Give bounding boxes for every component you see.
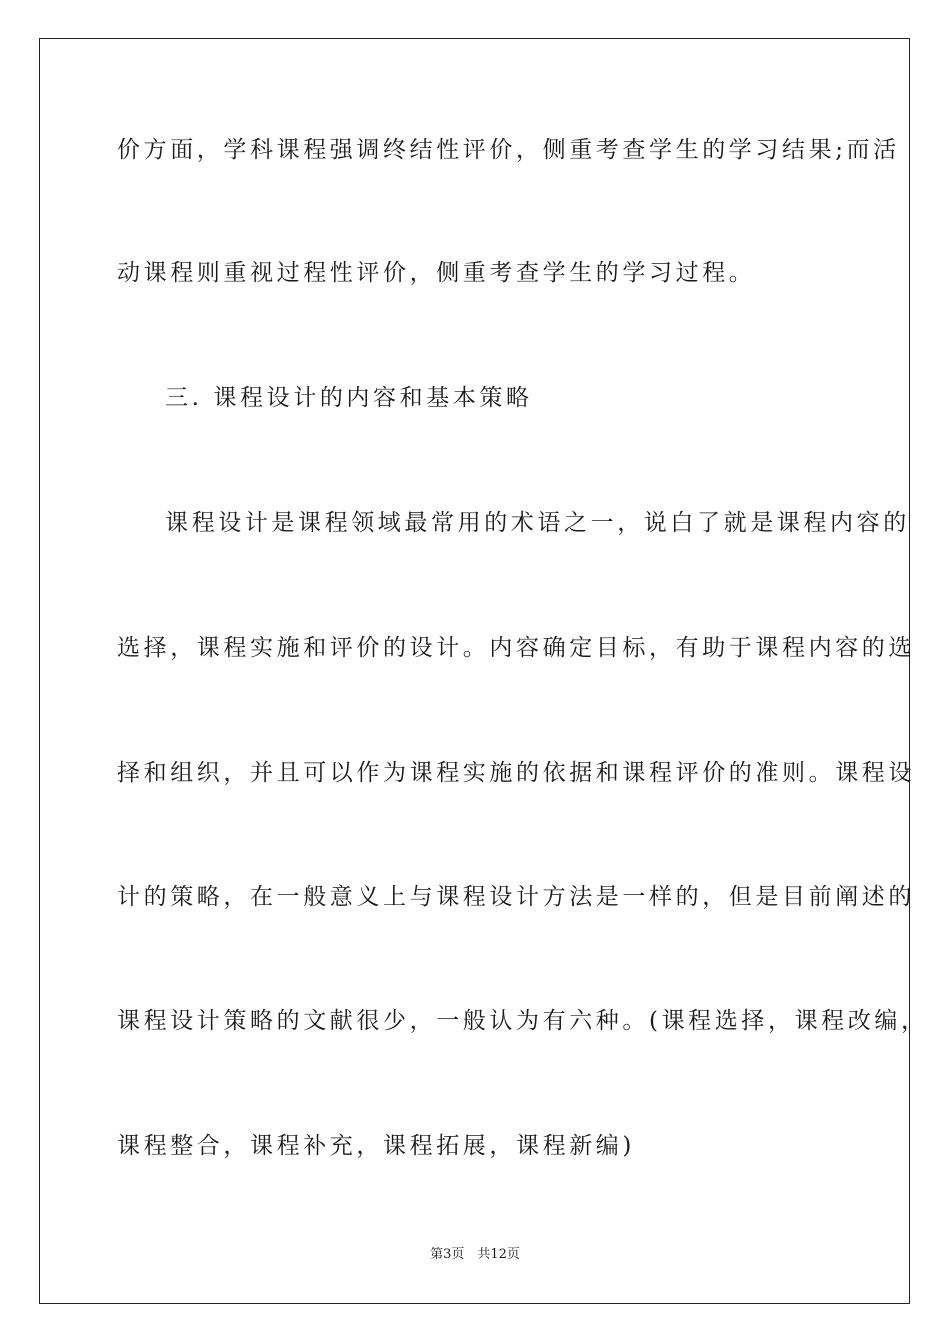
body-text-line: 价方面，学科课程强调终结性评价，侧重考查学生的学习结果;而活 [117,137,900,163]
body-text-line: 择和组织，并且可以作为课程实施的依据和课程评价的准则。课程设 [117,760,915,786]
body-text-line: 选择，课程实施和评价的设计。内容确定目标，有助于课程内容的选 [117,635,915,661]
page-number-footer: 第3页 共12页 [430,1247,520,1262]
page-border [39,38,910,1304]
section-heading: 三. 课程设计的内容和基本策略 [165,385,533,411]
body-text-line: 课程设计是课程领域最常用的术语之一，说白了就是课程内容的 [165,510,910,536]
body-text-line: 计的策略，在一般意义上与课程设计方法是一样的，但是目前阐述的 [117,884,915,910]
body-text-line: 课程设计策略的文献很少，一般认为有六种。(课程选择，课程改编， [117,1008,928,1034]
body-text-line: 动课程则重视过程性评价，侧重考查学生的学习过程。 [117,260,756,286]
body-text-line: 课程整合，课程补充，课程拓展，课程新编) [117,1133,635,1159]
